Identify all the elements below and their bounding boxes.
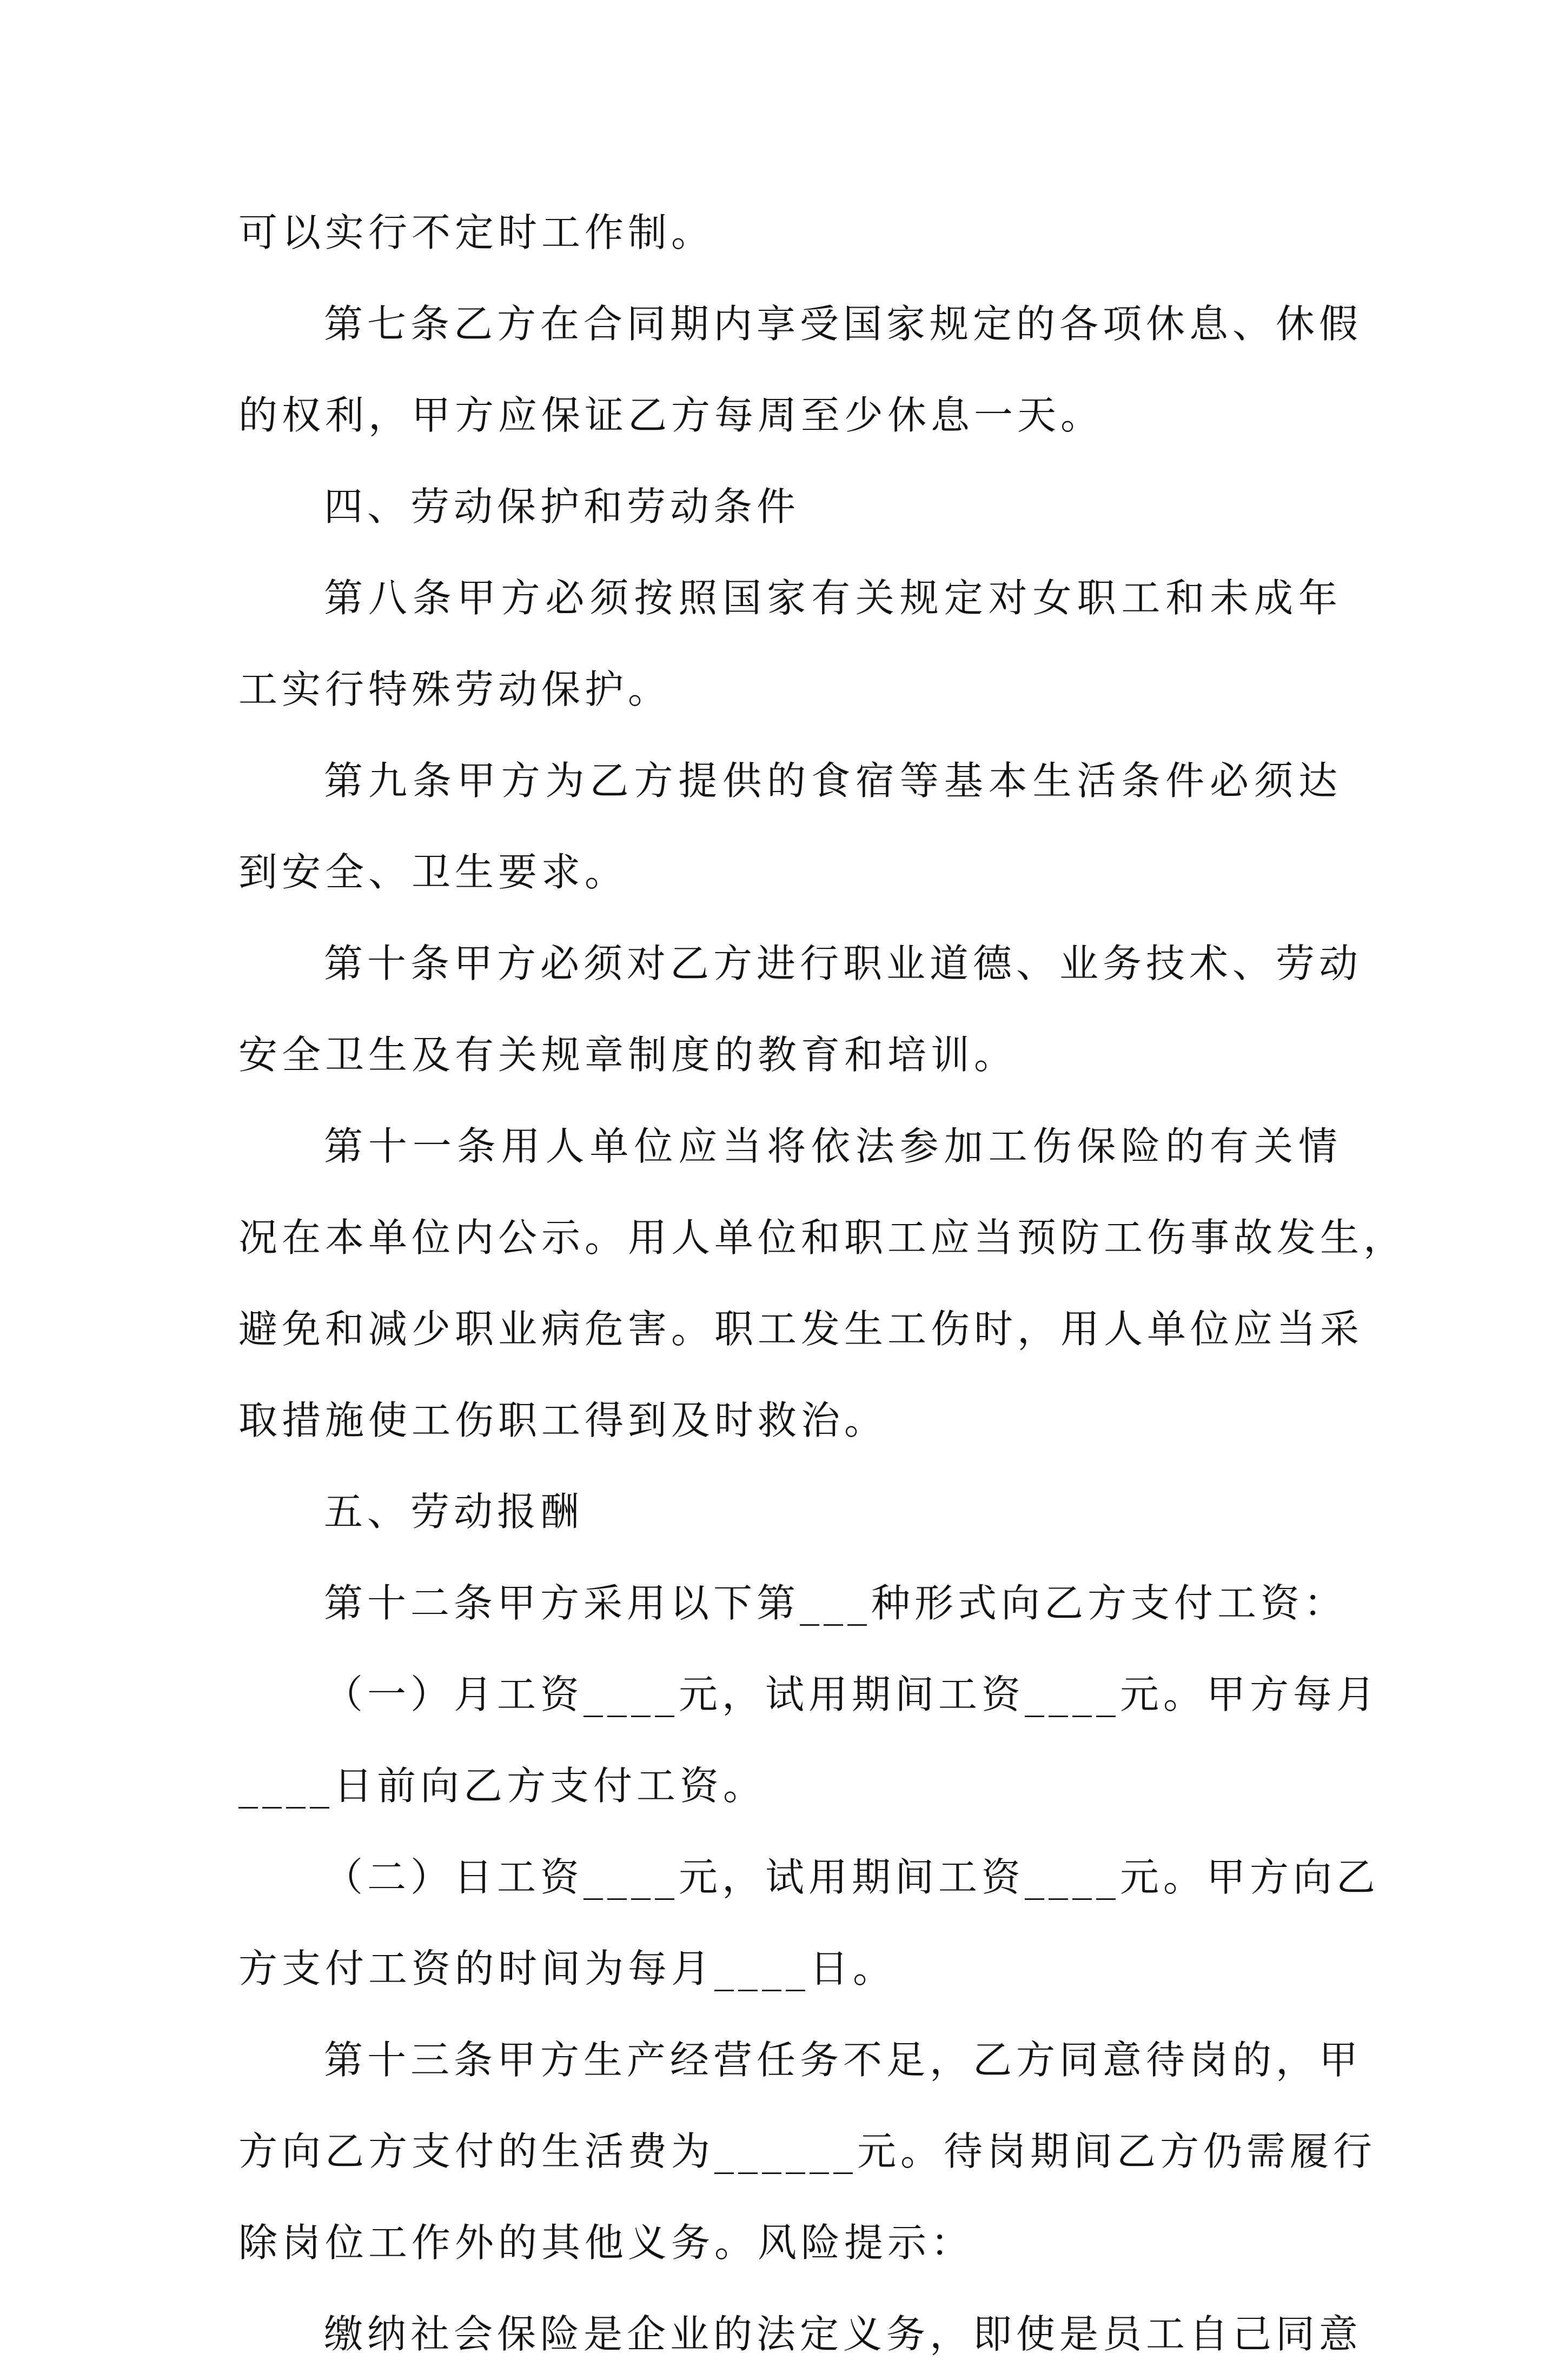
text-line: 除岗位工作外的其他义务。风险提示： xyxy=(238,2220,974,2265)
text-line: 第八条甲方必须按照国家有关规定对女职工和未成年 xyxy=(324,575,1342,621)
text-line: 第十条甲方必须对乙方进行职业道德、业务技术、劳动 xyxy=(324,941,1363,986)
text-line: 到安全、卫生要求。 xyxy=(238,849,628,895)
text-line: 方支付工资的时间为每月____日。 xyxy=(238,1946,897,1991)
text-line: 安全卫生及有关规章制度的教育和培训。 xyxy=(238,1032,1018,1078)
text-line: 第十二条甲方采用以下第___种形式向乙方支付工资： xyxy=(324,1580,1348,1626)
text-line: 取措施使工伤职工得到及时救治。 xyxy=(238,1398,888,1443)
text-line: 况在本单位内公示。用人单位和职工应当预防工伤事故发生， xyxy=(238,1215,1407,1260)
text-line: 第十一条用人单位应当将依法参加工伤保险的有关情 xyxy=(324,1123,1342,1169)
text-line: 避免和减少职业病危害。职工发生工伤时，用人单位应当采 xyxy=(238,1306,1364,1352)
document-body xyxy=(238,187,1407,2380)
text-line: 可以实行不定时工作制。 xyxy=(238,210,715,255)
text-line: 方向乙方支付的生活费为______元。待岗期间乙方仍需履行 xyxy=(238,2129,1377,2174)
section-heading: 五、劳动报酬 xyxy=(324,1489,584,1534)
text-line: 第九条甲方为乙方提供的食宿等基本生活条件必须达 xyxy=(324,758,1342,803)
text-line: 工实行特殊劳动保护。 xyxy=(238,667,672,712)
text-line: 缴纳社会保险是企业的法定义务，即使是员工自己同意 xyxy=(324,2311,1363,2357)
text-line: （一）月工资____元，试用期间工资____元。甲方每月 xyxy=(324,1672,1380,1717)
text-line: 第十三条甲方生产经营任务不足，乙方同意待岗的，甲 xyxy=(324,2037,1363,2083)
text-line: 的权利，甲方应保证乙方每周至少休息一天。 xyxy=(238,393,1104,438)
text-line: 第七条乙方在合同期内享受国家规定的各项休息、休假 xyxy=(324,301,1363,347)
text-line: ____日前向乙方支付工资。 xyxy=(238,1763,767,1809)
section-heading: 四、劳动保护和劳动条件 xyxy=(324,484,800,529)
text-line: （二）日工资____元，试用期间工资____元。甲方向乙 xyxy=(324,1854,1380,1900)
